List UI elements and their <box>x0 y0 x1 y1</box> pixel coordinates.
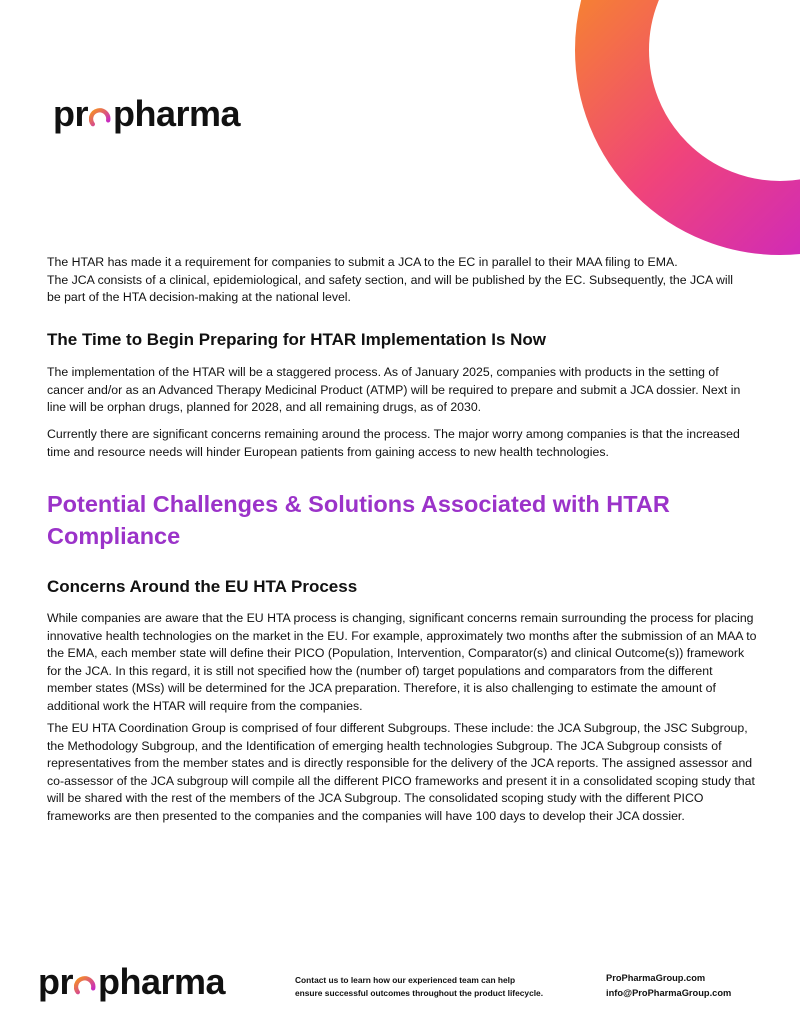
paragraph-eu-hta-process: While companies are aware that the EU HTA process is changing, significant concerns remain surrounding the process for placing innovative health technologies on the market in the EU. For example, approximately two months after the submission of an MAA to the EMA, each member state will define their PICO (Population, Intervention, Comparator(s) and clinical Outcome(s)) framework for the JCA. In this regard, it is still not specified how the (number of) target populations and comparators from the different member states (MSs) will be determined for the JCA preparation. Therefore, it is also challenging to estimate the amount of additional work the HTAR will require from the companies. <box>47 611 757 713</box>
paragraph-implementation: The implementation of the HTAR will be a staggered process. As of January 2025, companies with products in the setting of cancer and/or as an Advanced Therapy Medicinal Product (ATMP) will be required to prepare and submit a JCA dossier. Next in line will be orphan drugs, planned for 2028, and all remaining drugs, as of 2030. <box>47 365 741 414</box>
footer-contact-line: Contact us to learn how our experienced team can help <box>295 975 516 985</box>
intro-line: The HTAR has made it a requirement for companies to submit a JCA to the EC in parallel to their MAA filing to EMA. <box>47 255 678 269</box>
paragraph-concerns: Currently there are significant concerns remaining around the process. The major worry among companies is that the increased time and resource needs will hinder European patients from gaining access to new health technologies. <box>47 427 740 459</box>
intro-line: The JCA consists of a clinical, epidemiological, and safety section, and will be published by the EC. Subsequently, the JCA will <box>47 272 734 287</box>
logo-text-start: pr <box>38 961 73 1002</box>
footer-email-link[interactable]: info@ProPharmaGroup.com <box>606 988 732 998</box>
section-heading-eu-hta-concerns: Concerns Around the EU HTA Process <box>47 577 358 596</box>
footer-contact-text <box>295 974 555 999</box>
paragraph-coordination-group: The EU HTA Coordination Group is comprised of four different Subgroups. These include: the JCA Subgroup, the JSC Subgroup, the Methodology Subgroup, and the Identification of emerging health technologies Subgroup. The JCA Subgroup consists of representatives from the member states and is directly responsible for the delivery of the JCA reports. The assigned assessor and co-assessor of the JCA subgroup will compile all the different PICO frameworks and present it in a consolidated scoping study that will be shared with the rest of the members of the JCA Subgroup. The consolidated scoping study with the different PICO frameworks are then presented to the companies and the companies will have 100 days to develop their JCA dossier. <box>47 721 755 823</box>
logo-mark-icon <box>74 973 97 996</box>
header-logo <box>53 93 240 135</box>
logo-text-end: pharma <box>98 961 226 1002</box>
section-heading-time-to-prepare: The Time to Begin Preparing for HTAR Implementation Is Now <box>47 330 547 349</box>
section-title-challenges: Potential Challenges & Solutions Associated with HTAR Compliance <box>47 491 670 549</box>
footer-links <box>606 971 731 1001</box>
footer-website-link[interactable]: ProPharmaGroup.com <box>606 973 706 983</box>
intro-line: be part of the HTA decision-making at the national level. <box>47 290 351 304</box>
logo-text-end: pharma <box>113 93 241 134</box>
logo-mark-icon <box>89 105 112 128</box>
logo-text-start: pr <box>53 93 88 134</box>
intro-block <box>47 254 757 307</box>
decorative-gradient-arc <box>575 0 800 255</box>
footer-logo <box>38 961 225 1003</box>
footer-contact-line: ensure successful outcomes throughout the product lifecycle. <box>295 987 544 998</box>
